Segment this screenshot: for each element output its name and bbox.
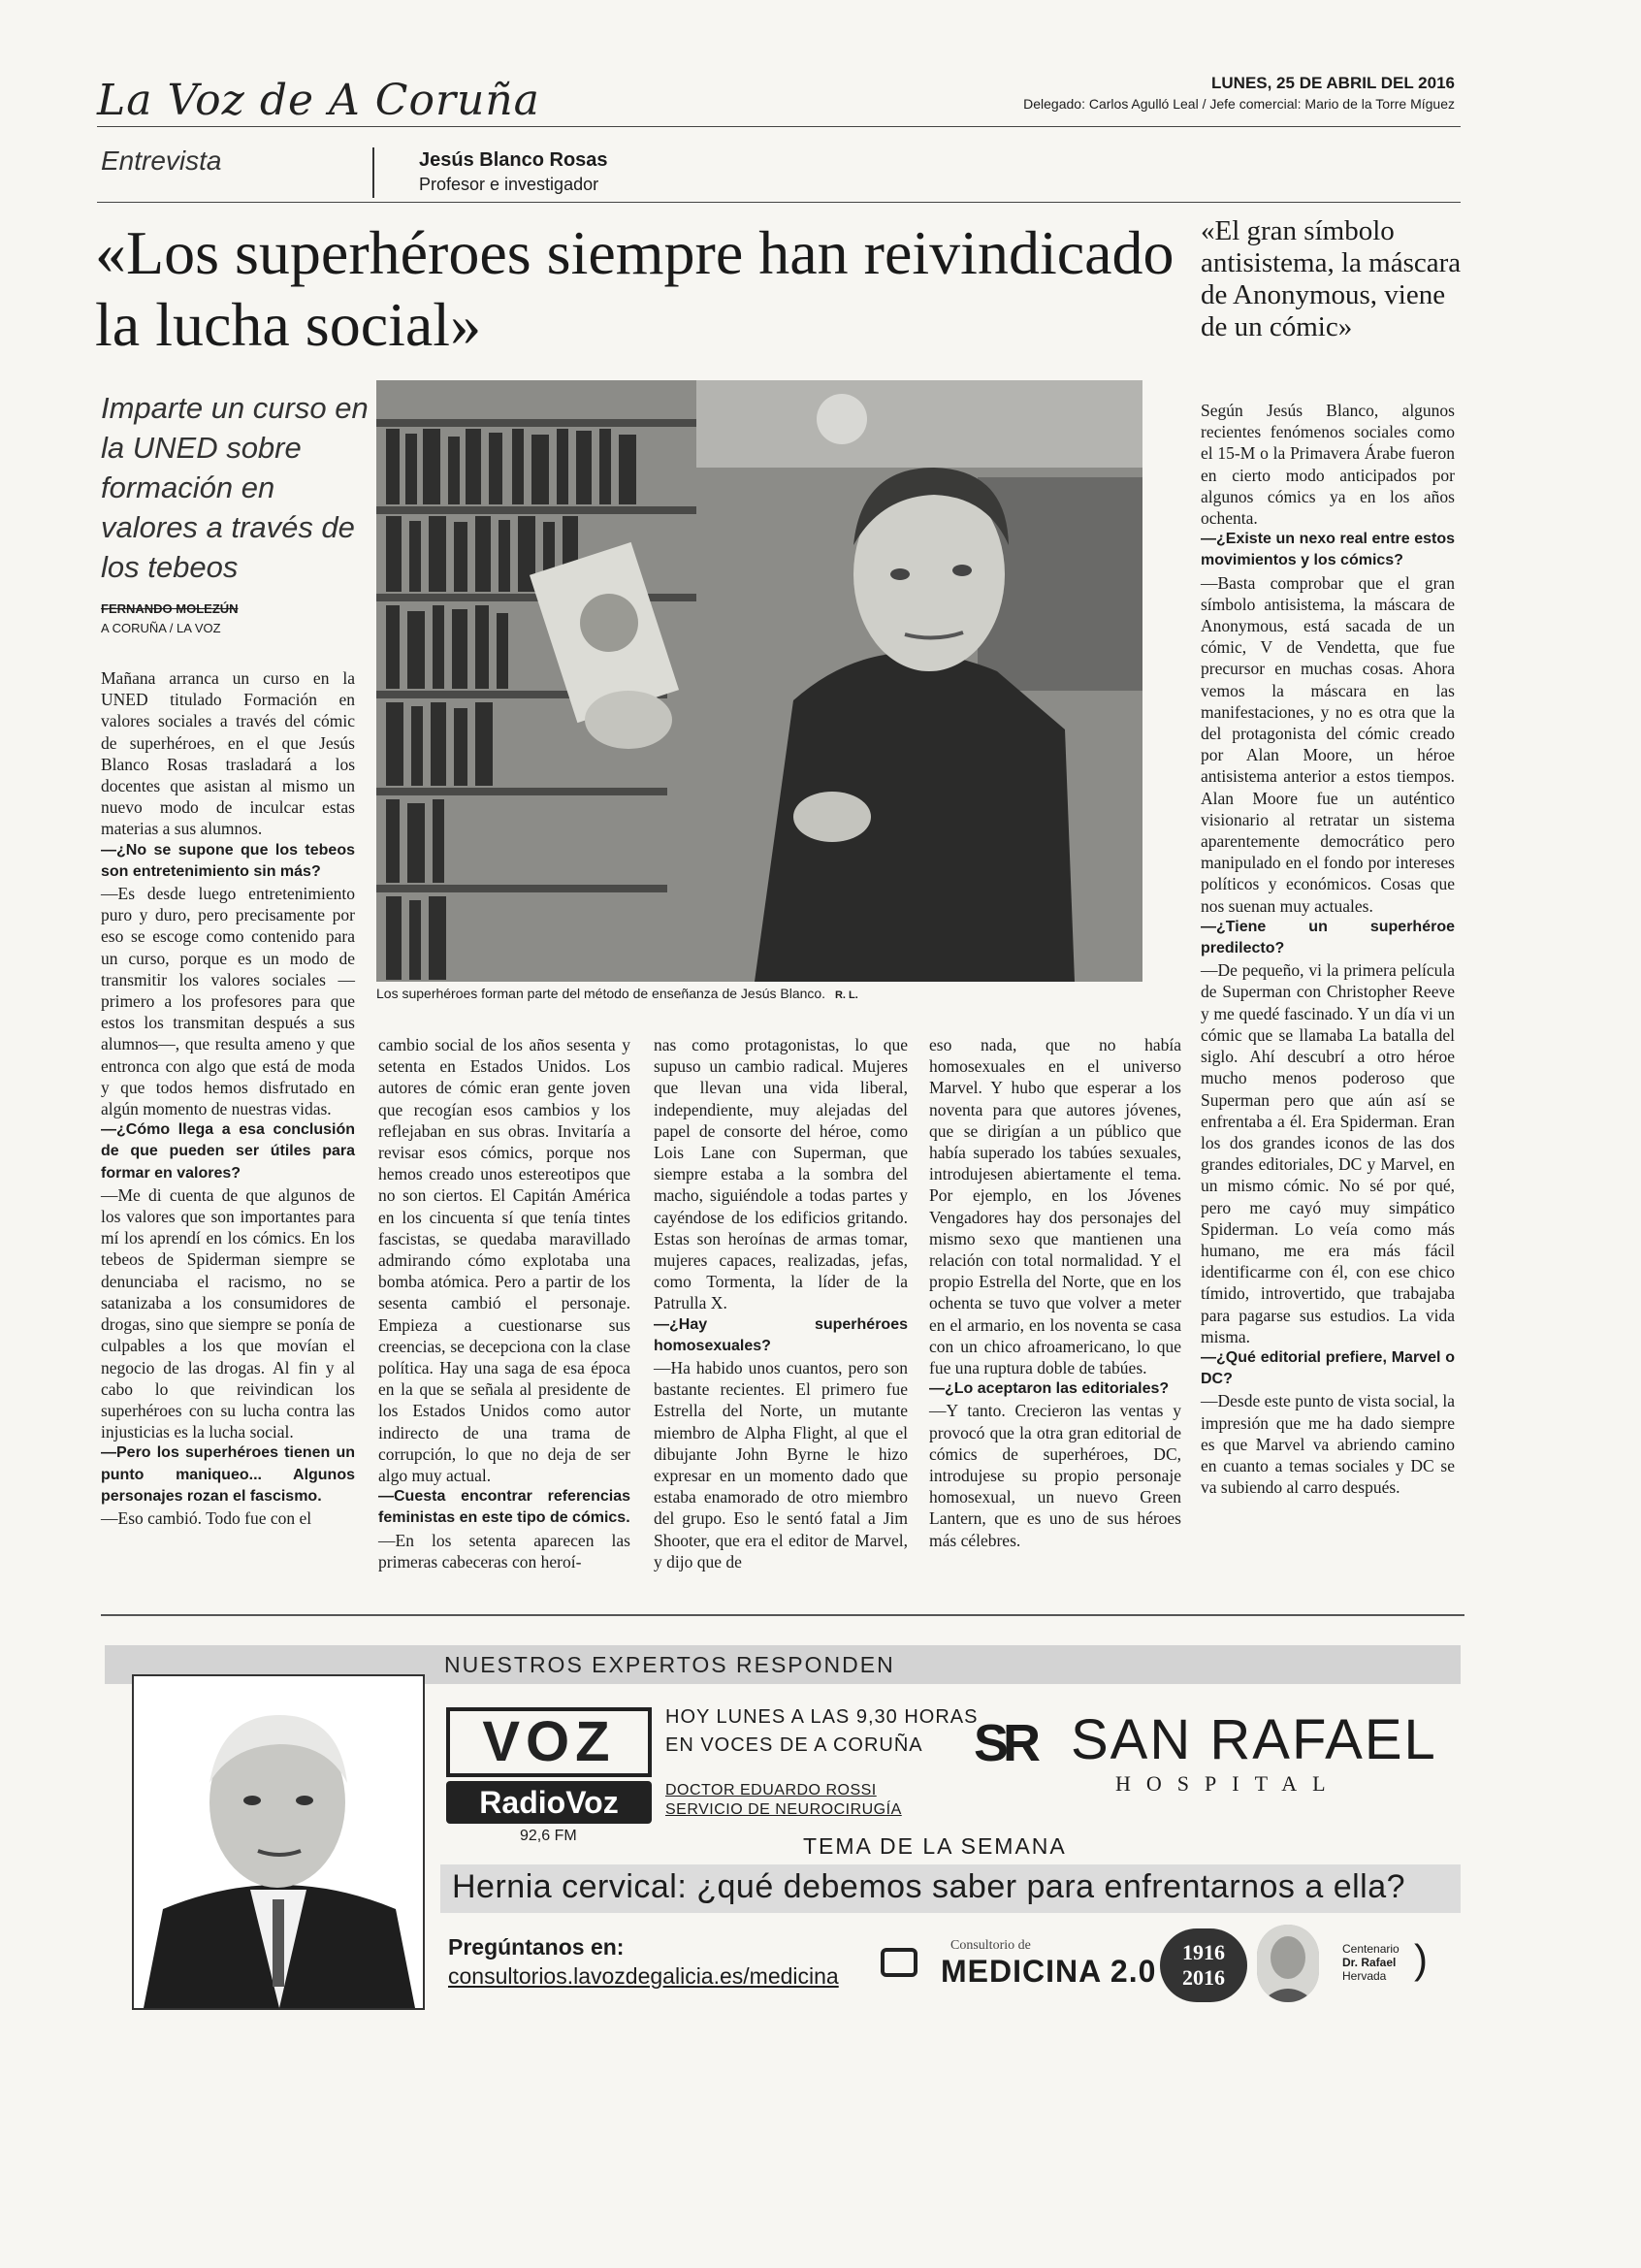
broadcast-time-line-2: EN VOCES DE A CORUÑA — [665, 1734, 923, 1756]
byline: FERNANDO MOLEZÚN — [101, 601, 239, 616]
paragraph: nas como protagonistas, lo que supuso un cambio radical. Mujeres que llevan una vida liberal, independiente, muy alejadas del papel de consorte del héroe, como Lois Lane con Superman, que siempre estaba a la sombra del macho, siguiéndole a todas partes y cayéndose de los edificios gritando. Estas son heroínas de armas tomar, mujeres capaces, realizadas, jefas, como Tormenta, la líder de la Patrulla X. — [654, 1035, 908, 1313]
paragraph: —Ha habido unos cuantos, pero son bastante recientes. El primero fue Estrella del Norte, un mutante miembro de Alpha Flight, al que el dibujante John Byrne le hizo expresar en un momento dado que estaba enamorado de otro miembro del grupo. Eso le sentó fatal a Jim Shooter, que era el editor de Marvel, y dijo que de — [654, 1358, 908, 1571]
voz-logo — [446, 1707, 652, 1777]
paragraph: Según Jesús Blanco, algunos recientes fenómenos sociales como el 15-M o la Primavera Árabe fueron en cierto modo anticipados por algunos cómics ya en los años ochenta. — [1201, 401, 1455, 529]
article-column-5 — [1201, 400, 1455, 1498]
issue-date: LUNES, 25 DE ABRIL DEL 2016 — [1211, 74, 1455, 92]
centenary-text-3: Hervada — [1342, 1969, 1387, 1983]
section-divider — [372, 147, 374, 198]
header-rule-top — [97, 126, 1461, 127]
question: —¿Cómo llega a esa conclusión de que pueden ser útiles para formar en valores? — [101, 1121, 355, 1182]
consultation-link[interactable]: consultorios.lavozdegalicia.es/medicina — [448, 1963, 839, 1989]
article-photo — [376, 380, 1142, 982]
san-rafael-hospital: HOSPITAL — [1115, 1771, 1341, 1796]
paragraph: —Es desde luego entretenimiento puro y duro, pero precisamente por eso se escoge como contenido para un curso, porque es un modo de transmitir los valores sociales —primero a los profesores para que estos los transmitan después a sus alumnos—, que resulta ameno y que entronca con algo que está de moda y que todos hemos disfrutado en algún momento de nuestras vidas. — [101, 884, 355, 1119]
topic-title: Hernia cervical: ¿qué debemos saber para enfrentarnos a ella? — [452, 1868, 1406, 1905]
interviewee-name: Jesús Blanco Rosas — [419, 149, 608, 171]
interviewee-role: Profesor e investigador — [419, 175, 599, 194]
centenary-text-1: Centenario — [1342, 1942, 1400, 1956]
doctor-service: SERVICIO DE NEUROCIRUGÍA — [665, 1801, 902, 1818]
question: —¿Lo aceptaron las editoriales? — [929, 1380, 1170, 1398]
broadcast-time-line-1: HOY LUNES A LAS 9,30 HORAS — [665, 1706, 979, 1728]
staff-line: Delegado: Carlos Agulló Leal / Jefe comercial: Mario de la Torre Míguez — [1023, 96, 1455, 112]
centenary-year-end: 2016 — [1182, 1965, 1225, 1990]
byline-place: A CORUÑA / LA VOZ — [101, 621, 221, 635]
masthead-logo: La Voz de A Coruña — [97, 76, 540, 125]
centenary-bracket: ) — [1414, 1936, 1428, 1982]
question: —Cuesta encontrar referencias feministas en este tipo de cómics. — [378, 1488, 630, 1527]
paragraph: Mañana arranca un curso en la UNED titulado Formación en valores sociales a través del cómic de superhéroes, en el que Jesús Blanco Rosas trasladará a los docentes que asistan al mismo un nuevo modo de inculcar estas materias a sus alumnos. — [101, 668, 355, 839]
paragraph: —Basta comprobar que el gran símbolo antisistema, la máscara de Anonymous, está sacada de un cómic, V de Vendetta, que fue precursor en muchas cosas. Ahora vemos la máscara en las manifestaciones, y no es otra que la del protagonista del cómic creado por Alan Moore, un héroe antisistema anterior a estos tiempos. Alan Moore fue un auténtico visionario al retratar un sistema aparentemente democrático pero manipulado en el fondo por intereses políticos y económicos. Cosas que nos suenan muy actuales. — [1201, 572, 1455, 916]
section-label: Entrevista — [101, 146, 222, 176]
photo-illustration — [376, 380, 1142, 982]
ad-top-rule — [101, 1614, 1464, 1616]
ask-label: Pregúntanos en: — [448, 1934, 625, 1960]
paragraph: —Desde este punto de vista social, la impresión que me ha dado siempre es que Marvel va abriendo camino en cuanto a temas sociales y DC se va subiendo al carro después. — [1201, 1391, 1455, 1498]
centenary-text-2: Dr. Rafael — [1342, 1956, 1397, 1969]
centenary-year-start: 1916 — [1182, 1940, 1225, 1964]
article-column-3 — [654, 1034, 908, 1572]
paragraph: —En los setenta aparecen las primeras cabeceras con heroí- — [378, 1530, 630, 1571]
question: —¿Hay superhéroes homosexuales? — [654, 1315, 908, 1354]
san-rafael-name: SAN RAFAEL — [1071, 1708, 1437, 1771]
paragraph: cambio social de los años sesenta y setenta en Estados Unidos. Los autores de cómic eran gente joven que recogían esos cambios y los reflejaban en sus obras. Invitaría a revisar esos cómics, porque nos hemos creado unos estereotipos que no son ciertos. El Capitán América en los cincuenta sí que tenía tintes fascistas, se quedaba maravillado admirando cómo explotaba una bomba atómica. Pero a partir de los sesenta cambió el personaje. Empieza a cuestionarse sus creencias, se decepciona con la clase política. Hay una saga de esa época en la que se señala al presidente de los Estados Unidos como autor indirecto de una trama de corrupción, lo que no deja de ser algo muy actual. — [378, 1035, 630, 1486]
question: —¿Existe un nexo real entre estos movimientos y los cómics? — [1201, 531, 1455, 569]
paragraph: eso nada, que no había homosexuales en el universo Marvel. Y hubo que esperar a los noventa para que autores jóvenes, que se dirigían a un público que había superado los tabúes sexuales, introdujesen abiertamente el tema. Por ejemplo, en los Jóvenes Vengadores hay dos personajes del mismo sexo que mantienen una relación con total normalidad. Y el propio Estrella del Norte, que en los ochenta se tuvo que volver a meter en el armario, en los noventa se casa con un chico afroamericano, lo que fue una ruptura doble de tabúes. — [929, 1035, 1181, 1378]
consultorio-label: Consultorio de — [950, 1938, 1031, 1953]
headline: «Los superhéroes siempre han reivindicado la lucha social» — [95, 218, 1174, 359]
paragraph: —De pequeño, vi la primera película de Superman con Christopher Reeve y me quedé fascinado. Y un día vi un cómic que se llamaba La batalla del siglo. Ahí descubrí a otro héroe mucho menos poderoso que Superman pero que aún así se enfrentaba a él. Era Spiderman. Eran los dos grandes iconos de las dos grandes editoriales, DC y Marvel, en un mismo cómic. No sé por qué, pero me cayó muy simpático Spiderman. Lo veía como más humano, me era más fácil identificarme con él, con ese chico tímido, introvertido, que trabajaba para pagarse sus estudios. La vida misma. — [1201, 960, 1455, 1346]
doctor-portrait — [132, 1674, 425, 2010]
paragraph: —Y tanto. Crecieron las ventas y provocó que la otra gran editorial de cómics de superhéroes, DC, introdujese su propio personaje homosexual, un nuevo Green Lantern, que es uno de sus héroes más célebres. — [929, 1401, 1181, 1550]
question: —¿Qué editorial prefiere, Marvel o DC? — [1201, 1348, 1455, 1388]
question: —Pero los superhéroes tienen un punto maniqueo... Algunos personajes rozan el fascismo. — [101, 1444, 355, 1505]
centenary-portrait — [1257, 1925, 1319, 2002]
broadcast-time — [665, 1703, 978, 1760]
paragraph: —Me di cuenta de que algunos de los valores que son importantes para mí los aprendí en los cómics. En los tebeos de Spiderman siempre se denunciaba el racismo, no se satanizaba a los consumidores de drogas, sino que siempre se ponía de culpables a los que movían el negocio de las drogas. Al fin y al cabo lo que reivindican los superhéroes con su lucha contra las injusticias es la lucha social. — [101, 1184, 355, 1442]
chat-bubble-icon — [881, 1948, 917, 1977]
topic-of-week-label: TEMA DE LA SEMANA — [803, 1833, 1067, 1859]
centenary-text — [1342, 1942, 1400, 1983]
photo-caption — [376, 986, 858, 1001]
doctor-name: DOCTOR EDUARDO ROSSI — [665, 1782, 877, 1798]
radio-frequency: 92,6 FM — [520, 1828, 577, 1844]
question: —¿Tiene un superhéroe predilecto? — [1201, 918, 1455, 957]
doctor-info — [665, 1781, 902, 1820]
article-column-1 — [101, 667, 355, 1529]
article-column-2 — [378, 1034, 630, 1572]
centenary-portrait-illustration — [1257, 1925, 1319, 2002]
caption-text: Los superhéroes forman parte del método de enseñanza de Jesús Blanco. — [376, 986, 826, 1001]
question: —¿No se supone que los tebeos son entretenimiento sin más? — [101, 841, 355, 880]
radiovoz-logo: RadioVoz — [446, 1781, 652, 1824]
header-rule-bottom — [97, 202, 1461, 203]
paragraph: —Eso cambió. Todo fue con el — [101, 1507, 312, 1528]
caption-credit: R. L. — [834, 989, 858, 1001]
medicina-logo: MEDICINA 2.0 — [941, 1954, 1157, 1989]
subhead: Imparte un curso en la UNED sobre formación en valores a través de los tebeos — [101, 391, 369, 584]
voz-logo-text: VOZ — [482, 1710, 616, 1773]
article-column-4 — [929, 1034, 1181, 1551]
centenary-badge — [1160, 1928, 1247, 2002]
doctor-portrait-illustration — [134, 1676, 423, 2008]
side-quote: «El gran símbolo antisistema, la máscara de Anonymous, viene de un cómic» — [1201, 215, 1462, 342]
ad-title: NUESTROS EXPERTOS RESPONDEN — [444, 1652, 895, 1677]
san-rafael-logo-mark: SR — [974, 1714, 1036, 1772]
